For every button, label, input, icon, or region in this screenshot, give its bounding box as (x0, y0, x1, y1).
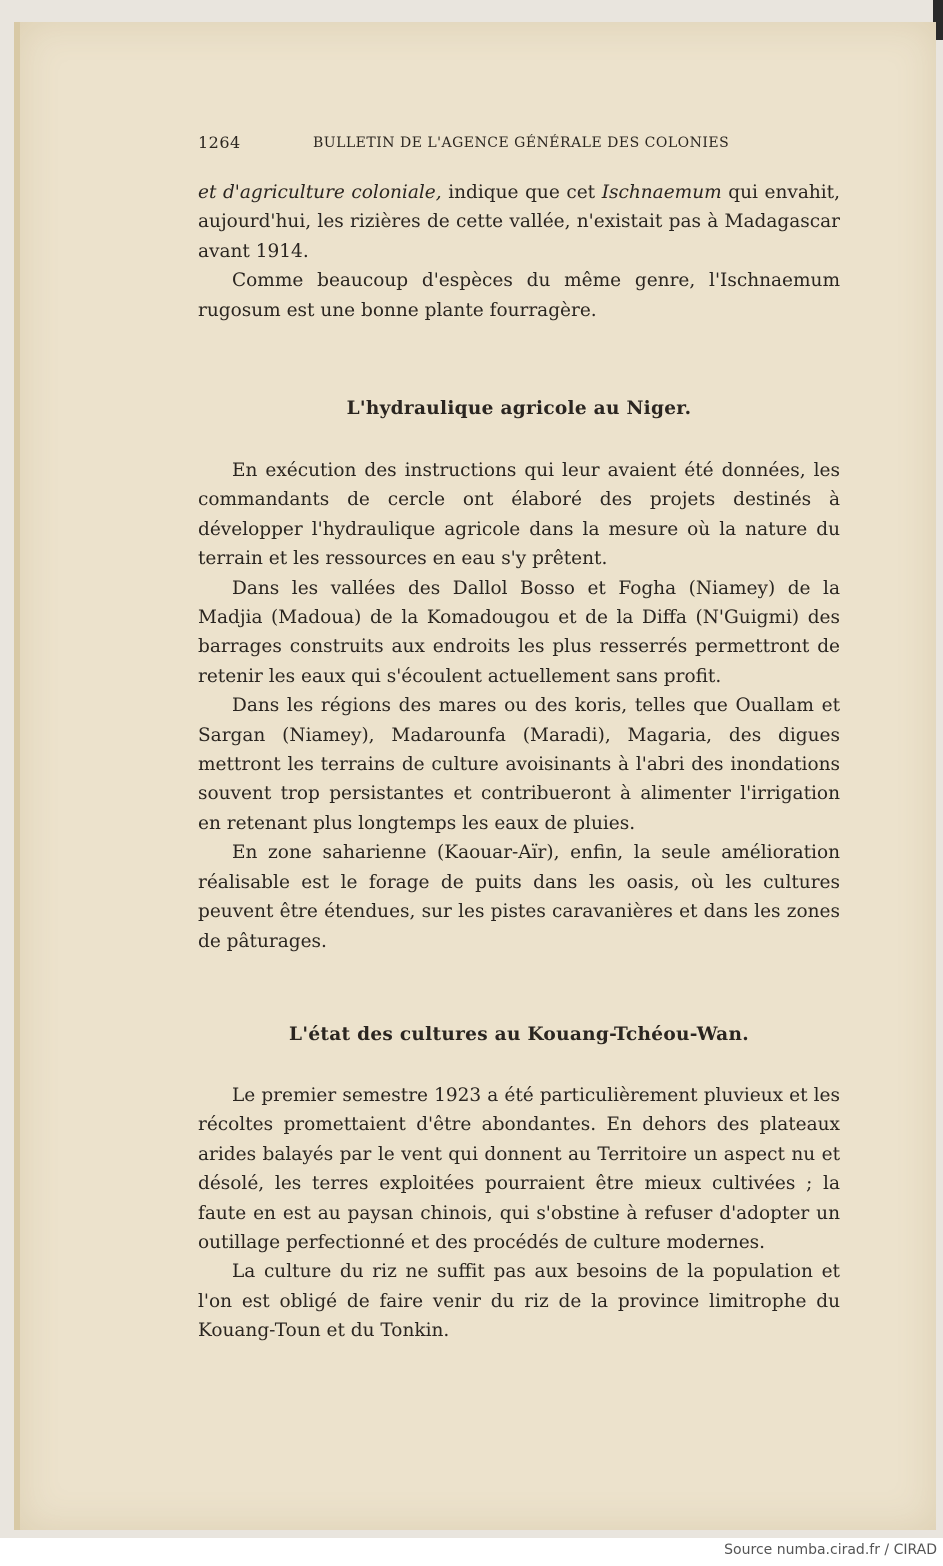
paragraph: En zone saharienne (Kaouar-Aïr), enfin, la seule amélioration réalisable est le forage de puits dans les oasis, où les cultures peuvent être étendues, sur les pistes caravanières et dans les zones de pâturages. (198, 842, 840, 952)
section-heading-niger: L'hydraulique agricole au Niger. (346, 398, 692, 419)
intro-paragraph-2: Comme beaucoup d'espèces du même genre, l'Ischnaemum rugosum est une bonne plante fourragère. (198, 270, 840, 321)
italic-text: Ischnaemum (601, 182, 722, 203)
paragraph: Dans les vallées des Dallol Bosso et Fogha (Niamey) de la Madjia (Madoua) de la Komadougou et de la Diffa (N'Guigmi) des barrages construits aux endroits les plus resserrés permettront de retenir les eaux qui s'écoulent actuellement sans profit. (198, 577, 840, 687)
kouang-section-text (198, 1081, 840, 1346)
running-head (198, 133, 840, 159)
paragraph: En exécution des instructions qui leur avaient été données, les commandants de cercle ont élaboré des projets destinés à développer l'hydraulique agricole dans la mesure où la nature du terrain et les ressources en eau s'y prêtent. (198, 460, 840, 570)
page-number: 1264 (198, 133, 241, 152)
paragraph: Le premier semestre 1923 a été particulièrement pluvieux et les récoltes promettaient d'être abondantes. En dehors des plateaux arides balayés par le vent qui donnent au Territoire un aspect nu et désolé, les terres exploitées pourraient être mieux cultivées ; la faute en est au paysan chinois, qui s'obstine à refuser d'adopter un outillage perfectionné et des procédés de culture modernes. (198, 1085, 840, 1254)
intro-paragraph-1: et d'agriculture coloniale, indique que cet Ischnaemum qui envahit, aujourd'hui, les rizières de cette vallée, n'existait pas à Madagascar avant 1914. (198, 182, 840, 262)
source-credit: Source numba.cirad.fr / CIRAD (724, 1542, 937, 1558)
section-heading-kouang: L'état des cultures au Kouang-Tchéou-Wan. (289, 1024, 749, 1045)
niger-section-text (198, 456, 840, 956)
paragraph: Dans les régions des mares ou des koris, telles que Ouallam et Sargan (Niamey), Madarounfa (Maradi), Magaria, des digues mettront les terrains de culture avoisinants à l'abri des inondations souvent trop persistantes et contribueront à alimenter l'irrigation en retenant plus longtemps les eaux de pluies. (198, 695, 840, 834)
paragraph: La culture du riz ne suffit pas aux besoins de la population et l'on est obligé de faire venir du riz de la province limitrophe du Kouang-Toun et du Tonkin. (198, 1261, 840, 1342)
intro-text (198, 178, 840, 325)
italic-text: et d'agriculture coloniale, (198, 182, 442, 203)
journal-title: BULLETIN DE L'AGENCE GÉNÉRALE DES COLONIES (313, 135, 730, 151)
